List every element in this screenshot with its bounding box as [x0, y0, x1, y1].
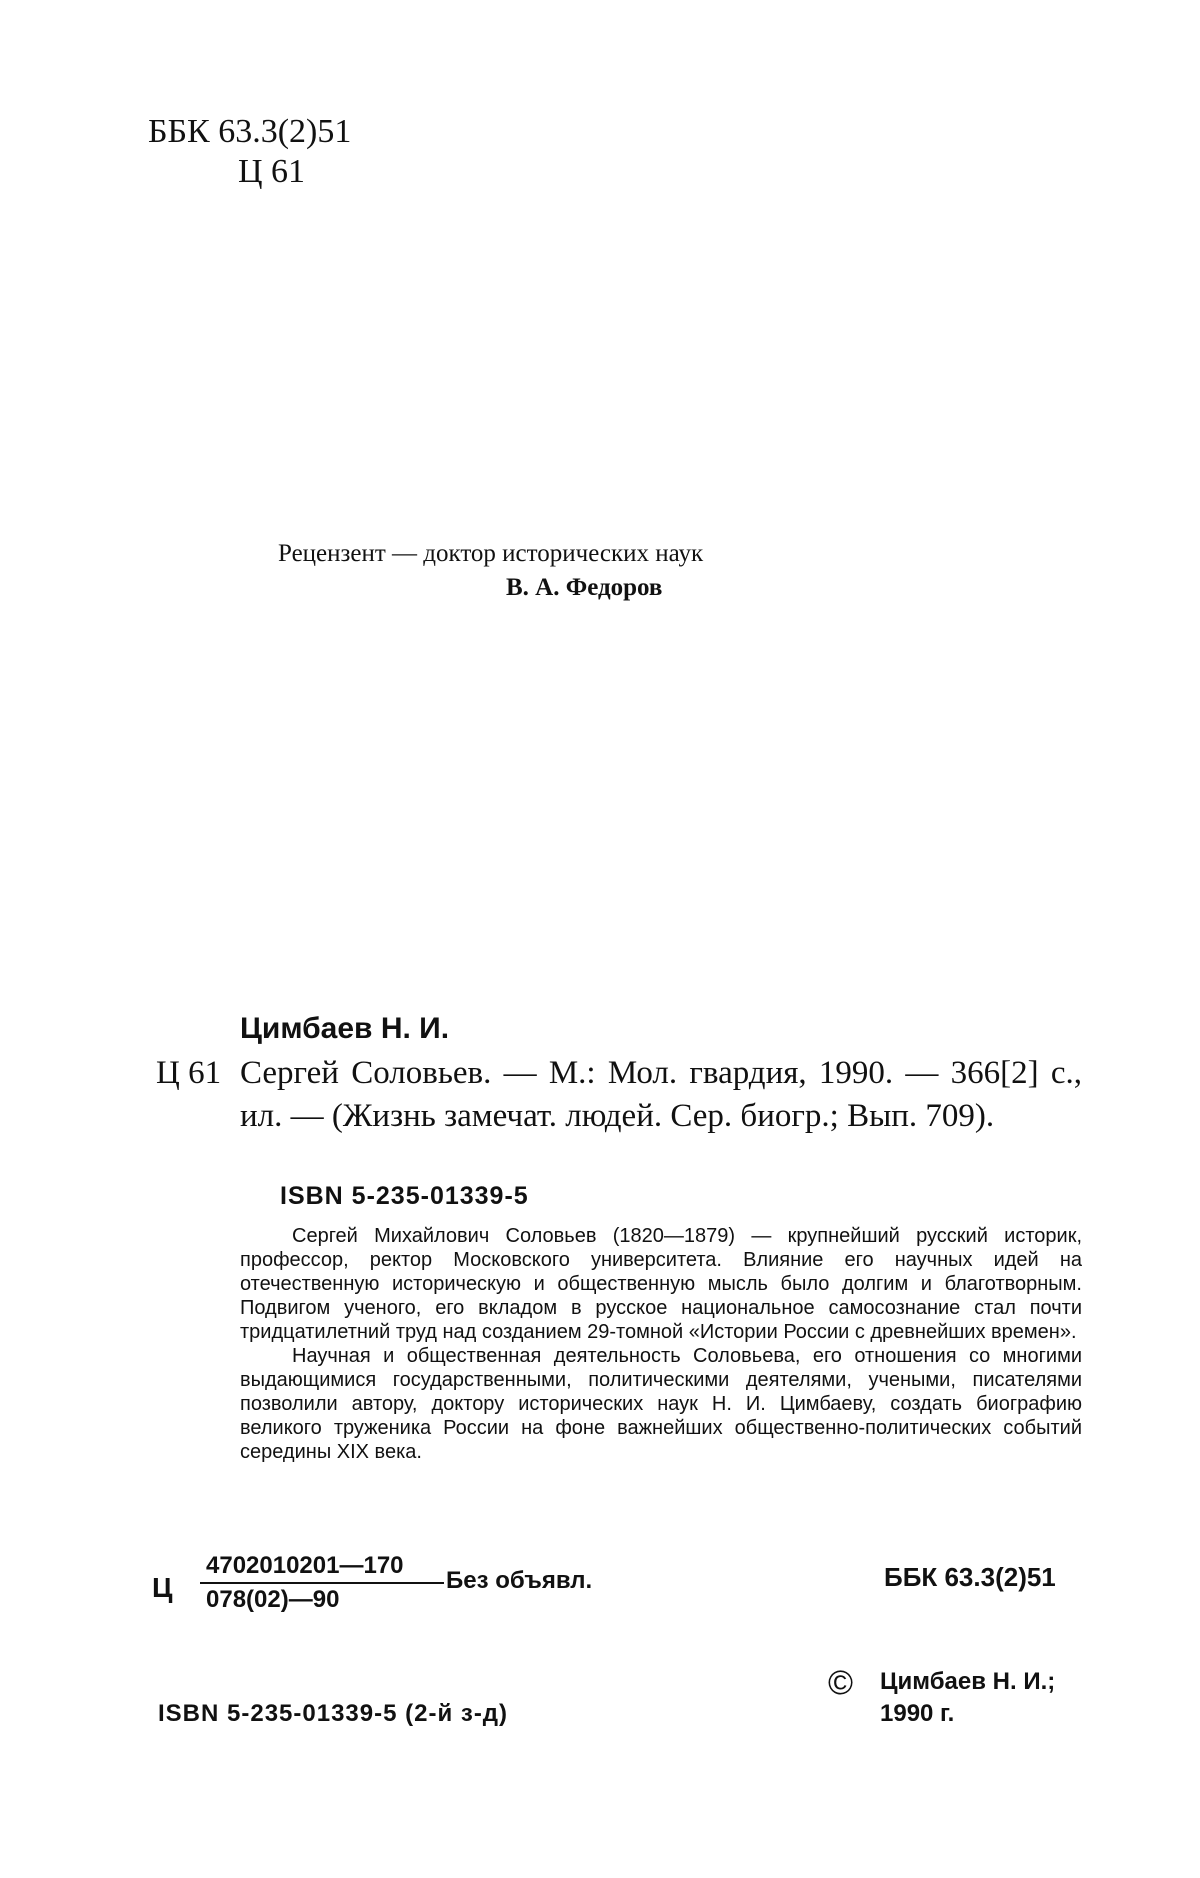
annotation: [240, 1224, 1082, 1464]
footer-index-denominator: 078(02)—90: [206, 1586, 340, 1613]
footer-index-fraction: [200, 1552, 444, 1614]
footer-index-numerator: 4702010201—170: [200, 1552, 444, 1584]
annotation-paragraph-1: Сергей Михайлович Соловьев (1820—1879) — крупнейший русский историк, профессор, ректор Московского университета. Влияние его научных идей на отечественную историческую и общественную мысль было долгим и благотворным. Подвигом ученого, его вкладом в русское национальное самосознание стал почти тридцатилетний труд над созданием 29-томной «Истории России с древнейших времен».: [240, 1225, 1082, 1343]
annotation-paragraph-2: Научная и общественная деятельность Соловьева, его отношения со многими выдающимися государственными, политическими деятелями, учеными, писателями позволили автору, доктору исторических наук Н. И. Цимбаеву, создать биографию великого труженика России на фоне важнейших общественно-политических событий середины XIX века.: [240, 1345, 1082, 1463]
author-sign-top: Ц 61: [238, 153, 306, 190]
copyright-year: 1990 г.: [880, 1700, 955, 1727]
copyright-holder: Цимбаев Н. И.;: [880, 1668, 1056, 1695]
card-isbn: ISBN 5-235-01339-5: [280, 1182, 529, 1210]
classification-block: [148, 112, 351, 192]
reviewer-name: В. А. Федоров: [506, 574, 663, 601]
footer-bbk: ББК 63.3(2)51: [884, 1562, 1056, 1592]
card-author: Цимбаев Н. И.: [240, 1012, 450, 1045]
reviewer-line: Рецензент — доктор исторических наук: [278, 540, 704, 567]
footer-isbn: ISBN 5-235-01339-5 (2-й з-д): [158, 1700, 509, 1727]
bbk-code-top: ББК 63.3(2)51: [148, 113, 352, 150]
copyright-icon: ©: [828, 1664, 854, 1702]
card-description: Сергей Соловьев. — М.: Мол. гвардия, 1990. — 366[2] с., ил. — (Жизнь замечат. людей. Сер. биогр.; Вып. 709).: [240, 1055, 1082, 1134]
card-code: Ц 61: [156, 1055, 222, 1091]
footer-note: Без объявл.: [446, 1567, 593, 1594]
footer-index-letter: Ц: [152, 1572, 173, 1603]
